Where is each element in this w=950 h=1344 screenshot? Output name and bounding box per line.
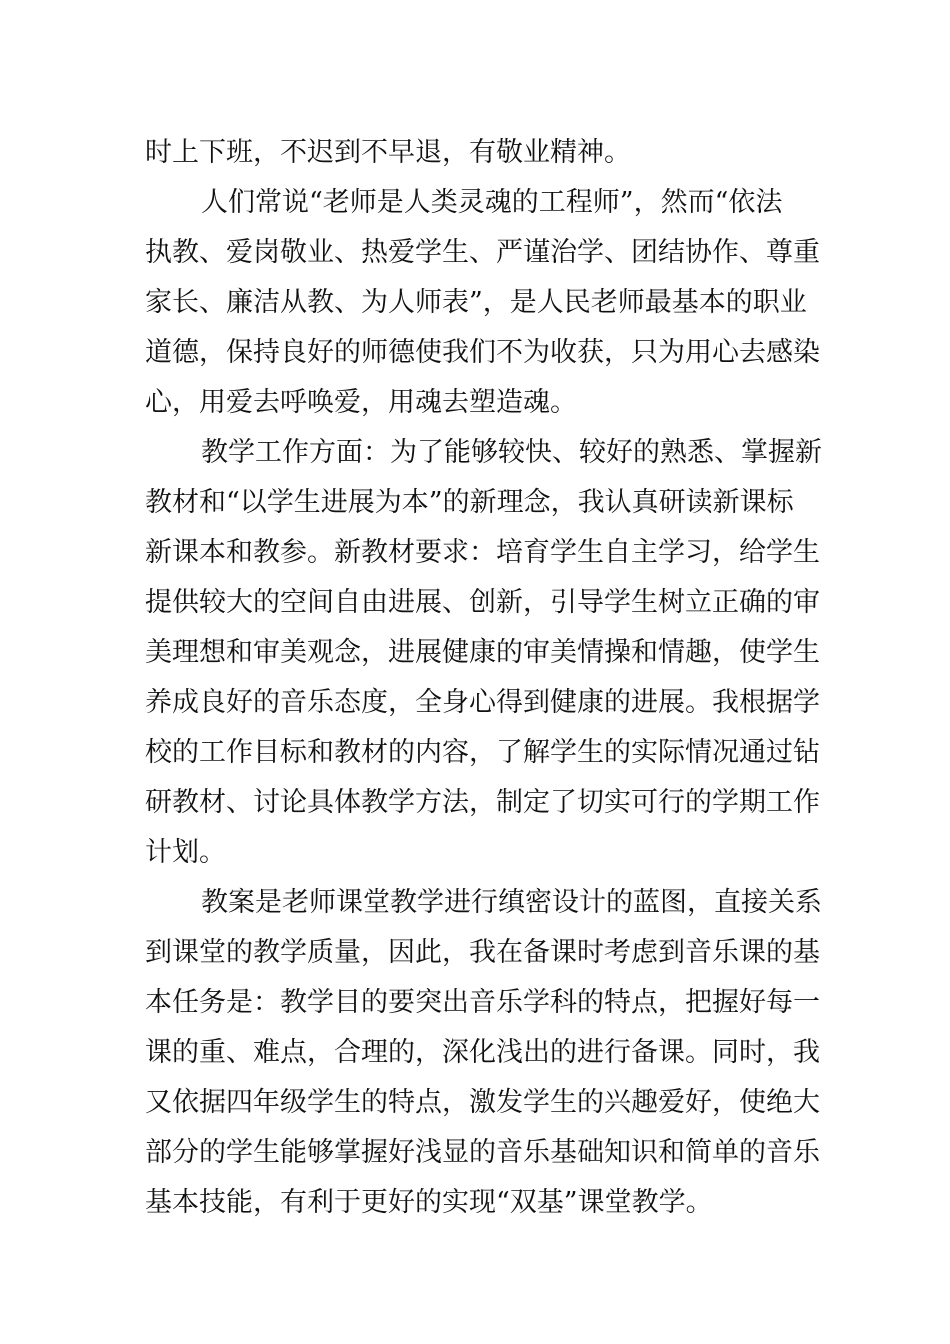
text-line: 部分的学生能够掌握好浅显的音乐基础知识和简单的音乐 — [145, 1137, 820, 1168]
text-line: 教学工作方面：为了能够较快、较好的熟悉、掌握新 — [201, 437, 822, 468]
text-line: 基本技能，有利于更好的实现“双基”课堂教学。 — [145, 1187, 713, 1218]
text-line: 教材和“以学生进展为本”的新理念，我认真研读新课标 — [145, 487, 794, 518]
text-line: 提供较大的空间自由进展、创新，引导学生树立正确的审 — [145, 587, 820, 618]
text-line: 家长、廉洁从教、为人师表”，是人民老师最基本的职业 — [145, 287, 807, 318]
text-line: 养成良好的音乐态度，全身心得到健康的进展。我根据学 — [145, 687, 820, 718]
text-line: 本任务是：教学目的要突出音乐学科的特点，把握好每一 — [145, 987, 820, 1018]
text-line: 心，用爱去呼唤爱，用魂去塑造魂。 — [145, 387, 577, 418]
text-line: 研教材、讨论具体教学方法，制定了切实可行的学期工作 — [145, 787, 820, 818]
paragraph-1 — [145, 128, 809, 178]
text-line: 美理想和审美观念，进展健康的审美情操和情趣，使学生 — [145, 637, 820, 668]
text-line: 课的重、难点，合理的，深化浅出的进行备课。同时，我 — [145, 1037, 820, 1068]
text-line: 执教、爱岗敬业、热爱学生、严谨治学、团结协作、尊重 — [145, 237, 820, 268]
paragraph-4 — [145, 878, 822, 1228]
text-line: 道德，保持良好的师德使我们不为收获，只为用心去感染 — [145, 337, 820, 368]
text-line: 时上下班，不迟到不早退，有敬业精神。 — [145, 137, 631, 168]
paragraph-3 — [145, 428, 822, 878]
text-line: 校的工作目标和教材的内容，了解学生的实际情况通过钻 — [145, 737, 820, 768]
text-line: 又依据四年级学生的特点，激发学生的兴趣爱好，使绝大 — [145, 1087, 820, 1118]
text-line: 人们常说“老师是人类灵魂的工程师”，然而“依法 — [201, 187, 783, 218]
document-body — [145, 128, 822, 1228]
text-line: 计划。 — [145, 837, 226, 868]
paragraph-2 — [145, 178, 820, 428]
text-line: 到课堂的教学质量，因此，我在备课时考虑到音乐课的基 — [145, 937, 820, 968]
text-line: 教案是老师课堂教学进行缜密设计的蓝图，直接关系 — [201, 887, 822, 918]
text-line: 新课本和教参。新教材要求：培育学生自主学习，给学生 — [145, 537, 820, 568]
